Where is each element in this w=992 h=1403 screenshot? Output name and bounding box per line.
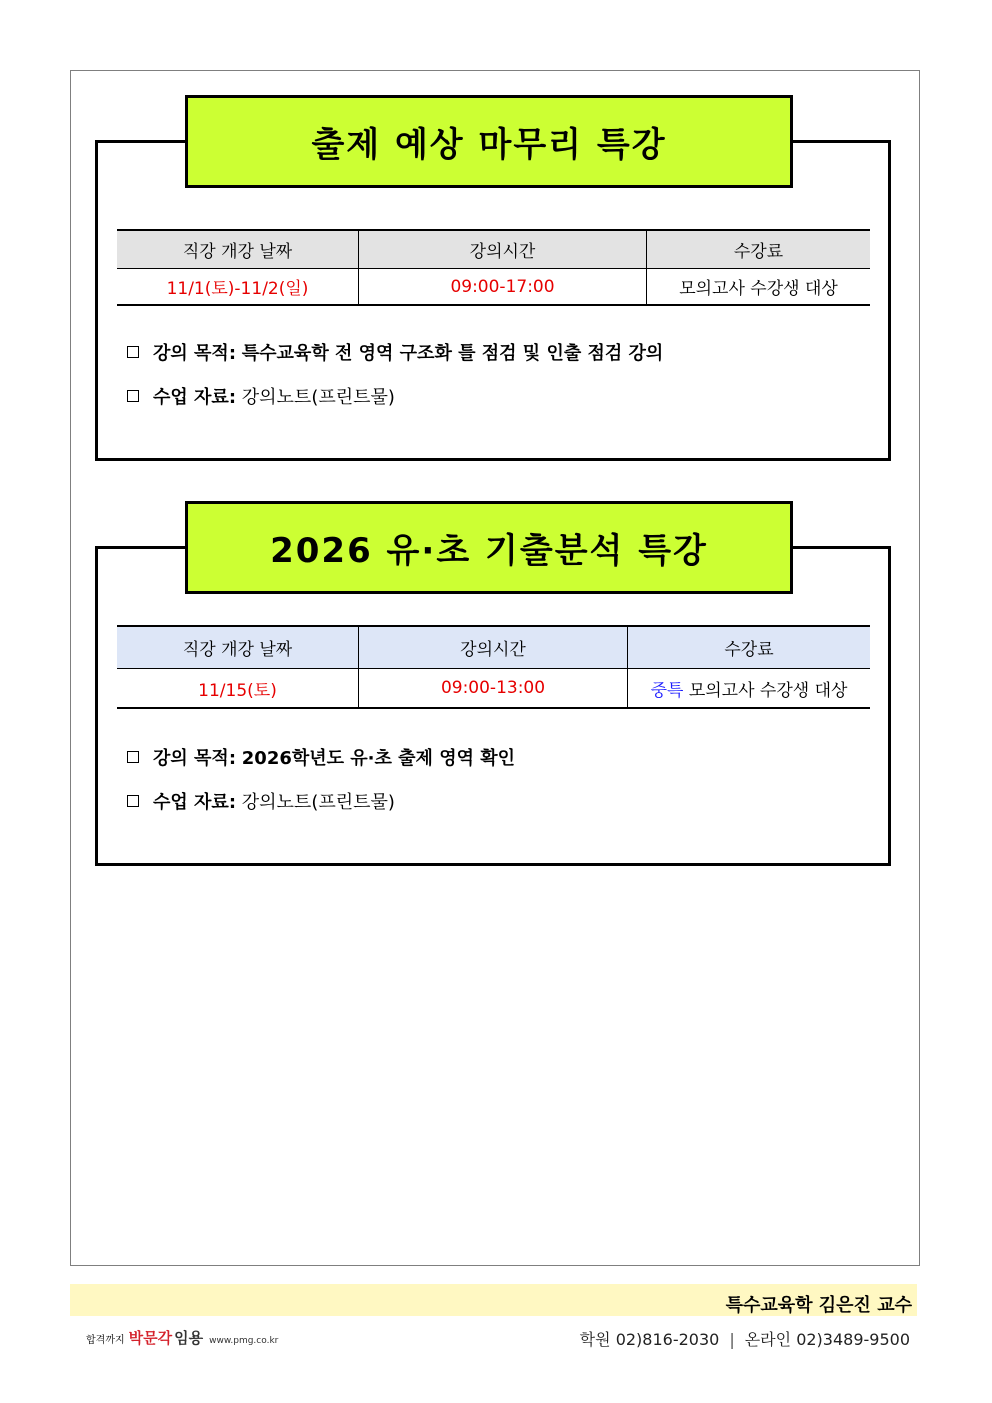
logo-brand-suffix: 임용 [174,1329,204,1347]
checkbox-icon [127,751,139,763]
date-cell: 11/15(토) [117,669,359,709]
purpose-line-1 [127,339,663,365]
section-title-2: 2026 유·초 기출분석 특강 [185,501,793,594]
checkbox-icon [127,390,139,402]
header-date: 직강 개강 날짜 [117,626,359,669]
table-row [117,669,870,709]
material-text: 강의노트(프린트물) [241,387,395,408]
fee-text: 모의고사 수강생 대상 [688,680,848,701]
purpose-line-2 [127,744,515,770]
material-text: 강의노트(프린트물) [241,792,395,813]
section-title-1: 출제 예상 마무리 특강 [185,95,793,188]
academy-label: 학원 [579,1330,611,1349]
purpose-label: 강의 목적: [153,748,237,769]
logo-tagline: 합격까지 [86,1335,125,1346]
fee-cell [628,669,871,709]
header-date: 직강 개강 날짜 [117,230,359,269]
fee-prefix: 중특 [650,680,684,701]
material-line-2 [127,788,395,814]
schedule-table-2 [117,625,870,709]
date-cell: 11/1(토)-11/2(일) [117,269,359,306]
checkbox-icon [127,795,139,807]
time-cell: 09:00-17:00 [359,269,647,306]
purpose-text: 2026학년도 유·초 출제 영역 확인 [241,748,516,769]
schedule-table-1 [117,229,870,306]
academy-phone: 02)816-2030 [615,1330,720,1349]
header-time: 강의시간 [359,626,628,669]
material-label: 수업 자료: [153,387,237,408]
purpose-text: 특수교육학 전 영역 구조화 틀 점검 및 인출 점검 강의 [241,343,664,364]
checkbox-icon [127,346,139,358]
publisher-logo [86,1327,278,1348]
author-name: 특수교육학 김은진 교수 [725,1295,912,1316]
contact-info [580,1327,910,1350]
online-label: 온라인 [744,1330,792,1349]
material-line-1 [127,383,395,409]
fee-text: 모의고사 수강생 대상 [679,279,838,299]
logo-url: www.pmg.co.kr [209,1336,279,1346]
material-label: 수업 자료: [153,792,237,813]
logo-brand: 박문각 [128,1329,173,1347]
header-fee: 수강료 [628,626,871,669]
header-fee: 수강료 [647,230,871,269]
purpose-label: 강의 목적: [153,343,237,364]
table-row [117,269,870,306]
contact-separator: | [729,1330,735,1349]
fee-cell [647,269,871,306]
time-cell: 09:00-13:00 [359,669,628,709]
header-time: 강의시간 [359,230,647,269]
online-phone: 02)3489-9500 [796,1330,910,1349]
